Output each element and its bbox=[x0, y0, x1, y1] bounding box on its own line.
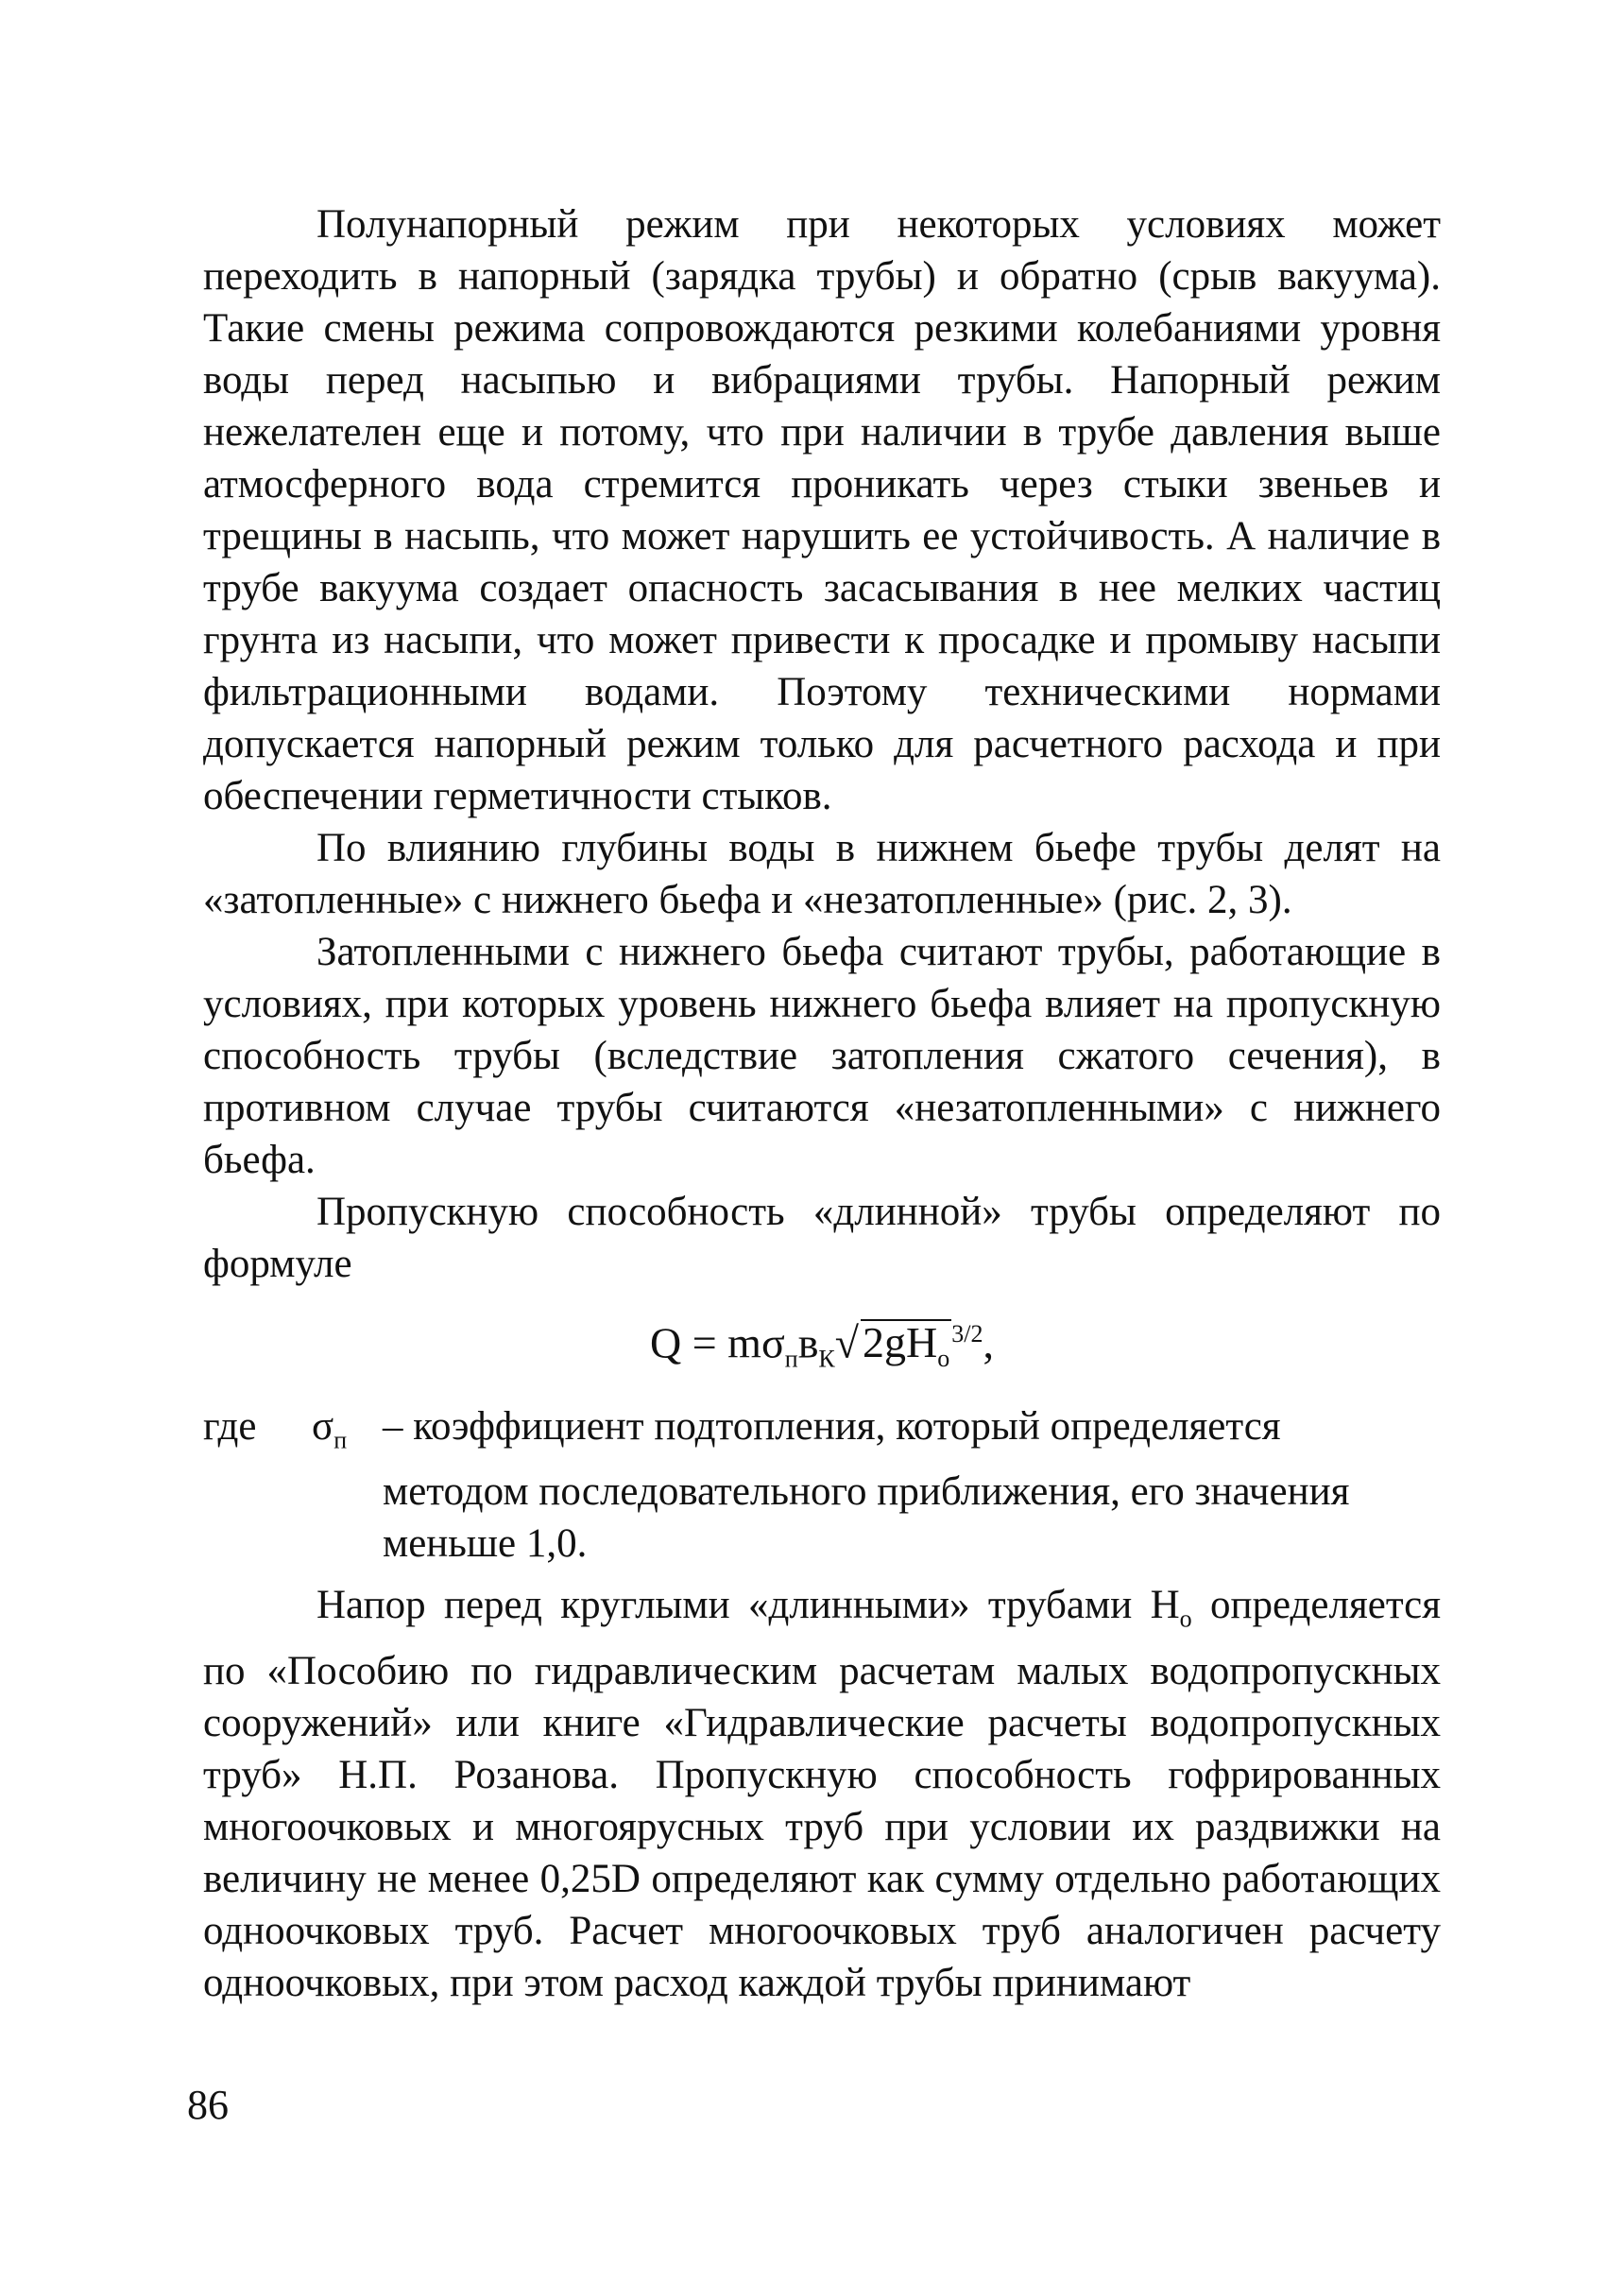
where-def-first: – коэффициент подтопления, который определяется bbox=[383, 1403, 1281, 1449]
formula-root-text: 2gH bbox=[863, 1318, 938, 1367]
sigma-sub: п bbox=[333, 1426, 348, 1454]
capacity-formula bbox=[203, 1301, 1441, 1393]
where-def-rest: методом последовательного приближения, его значения меньше 1,0. bbox=[383, 1469, 1350, 1567]
paragraph-flooded-definition: Затопленными с нижнего бьефа считают трубы, работающие в условиях, при которых уровень нижнего бьефа влияет на пропускную способность трубы (вследствие затопления сжатого сечения), в противном случае трубы считаются «незатопленными» с нижнего бьефа. bbox=[203, 930, 1441, 1182]
paragraph-pressure-regime: Полунапорный режим при некоторых условиях может переходить в напорный (зарядка трубы) и обратно (срыв вакуума). Такие смены режима сопровождаются резкими колебаниями уровня воды перед насыпью и вибрациями трубы. Напорный режим нежелателен еще и потому, что при наличии в трубе давления выше атмосферного вода стремится проникать через стыки звеньев и трещины в насыпь, что может нарушить ее устойчивость. А наличие в трубе вакуума создает опасность засасывания в нее мелких частиц грунта из насыпи, что может привести к просадке и промыву насыпи фильтрационными водами. Поэтому техническими нормами допускается напорный режим только для расчетного расхода и при обеспечении герметичности стыков. bbox=[203, 202, 1441, 818]
formula-root bbox=[861, 1319, 951, 1371]
sigma-char: σ bbox=[312, 1403, 334, 1449]
formula-sub-n: п bbox=[784, 1345, 798, 1373]
paragraph-head-calculation bbox=[203, 1579, 1441, 2009]
formula-lhs: Q = mσ bbox=[650, 1318, 785, 1367]
where-word: где bbox=[203, 1403, 257, 1449]
formula-sub-o: о bbox=[937, 1345, 950, 1373]
para5-sub: о bbox=[1179, 1605, 1192, 1633]
formula-tail: , bbox=[983, 1318, 994, 1367]
sigma-symbol bbox=[312, 1400, 383, 1467]
paragraph-flooding-classification: По влиянию глубины воды в нижнем бьефе трубы делят на «затопленные» с нижнего бьефа и «незатопленные» (рис. 2, 3). bbox=[203, 826, 1441, 922]
paragraph-capacity-formula-intro: Пропускную способность «длинной» трубы определяют по формуле bbox=[203, 1190, 1441, 1286]
body-text bbox=[203, 198, 1441, 2009]
para5-after: определяется по «Пособию по гидравлическим расчетам малых водопропускных сооружений» или книге «Гидравлические расчеты водопропускных труб» Н.П. Розанова. Пропускную способность гофрированных многоочковых и многоярусных труб при условии их раздвижки на величину не менее 0,25D определяют как сумму отдельно работающих одноочковых труб. Расчет многоочковых труб аналогичен расчету одноочковых, при этом расход каждой трубы принимают bbox=[203, 1583, 1441, 2005]
formula-legend bbox=[203, 1400, 1441, 1571]
sqrt-sign: √ bbox=[834, 1318, 860, 1367]
where-definition bbox=[312, 1400, 1441, 1571]
page-number: 86 bbox=[187, 2082, 229, 2128]
formula-exponent: 3/2 bbox=[951, 1320, 983, 1347]
para5-before: Напор перед круглыми «длинными» трубами H bbox=[316, 1583, 1180, 1628]
formula-b: в bbox=[797, 1318, 819, 1367]
formula-sub-k: К bbox=[818, 1345, 835, 1373]
